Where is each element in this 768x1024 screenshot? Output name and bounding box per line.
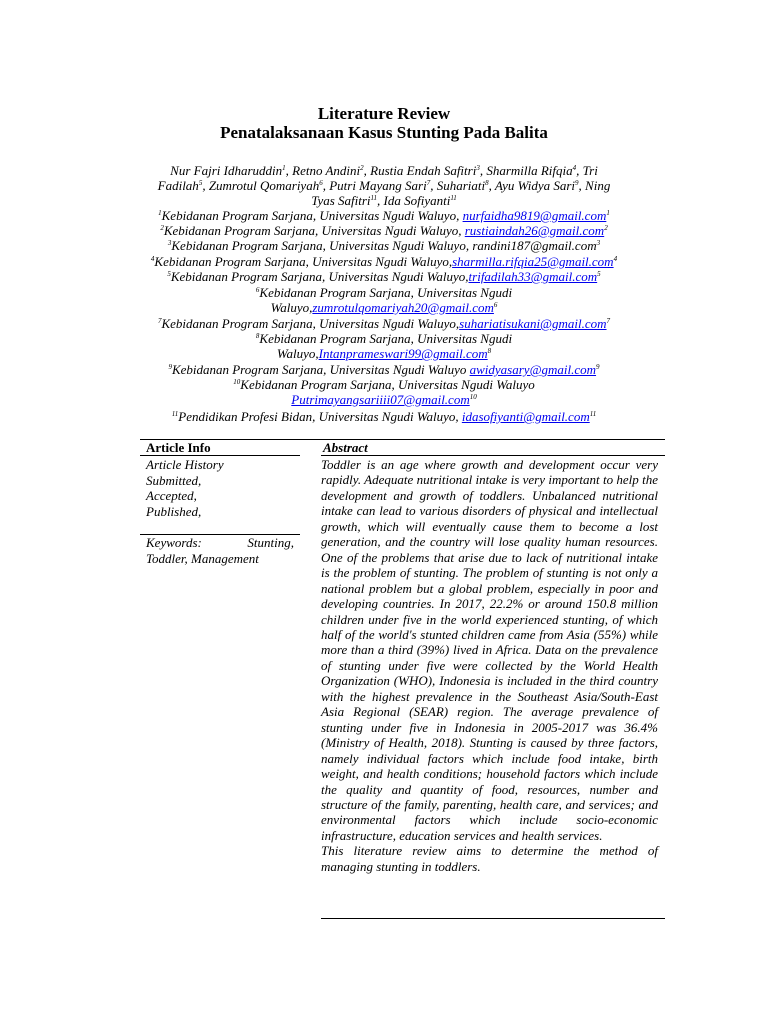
paper-title-line-2: Penatalaksanaan Kasus Stunting Pada Balita	[220, 123, 548, 142]
affiliation-2: $^2$Kebidanan Program Sarjana, Universitas Ngudi Waluyo, rustiaindah26@gmail.com$^2$	[160, 223, 608, 238]
author-name-part: Tri	[582, 163, 598, 178]
abstract-paragraph-1: Toddler is an age where growth and development occur very rapidly. Adequate nutritional intake is very important to help the development and growth of toddlers. Unbalanced nutritional intake can lead to various disorders of physical and intellectual growth, which will eventually cause them to become a lost generation, and the country will lose quality human resources. One of the problems that arise due to lack of nutritional intake is the problem of stunting. The problem of stunting is not only a national problem but a global problem, especially in poor and developing countries. In 2017, 22.2% or around 150.8 million children under five in the world experienced stunting, of which half of the world's stunted children came from Asia (55%) while more than a third (39%) lived in Africa. Data on the prevalence of stunting under five were collected by the World Health Organization (WHO), Indonesia is included in the third country with the highest prevalence in the Southeast Asia/South-East Asia Regional (SEAR) region. The average prevalence of stunting under five in Indonesia in 2005-2017 was 36.4% (Ministry of Health, 2018). Stunting is caused by three factors, namely individual factors which include food intake, birth weight, and health conditions; household factors which include the quality and quantity of food, resources, number and structure of the family, parenting, health care, and services; and environmental factors which include socio-economic infrastructure, education services and health services.	[321, 457, 658, 843]
author-name: Suhariati	[436, 178, 486, 193]
affiliation-5: $^5$Kebidanan Program Sarjana, Universitas Ngudi Waluyo,trifadilah33@gmail.com$^5$	[167, 269, 601, 284]
author-sup: 11	[450, 194, 457, 202]
author-list-line-1: Nur Fajri Idharuddin$^1$, Retno Andini$^2$, Rustia Endah Safitri$^3$, Sharmilla Rifqia$^4$, Tri	[170, 163, 598, 178]
affiliation-9: $^9$Kebidanan Program Sarjana, Universitas Ngudi Waluyo awidyasary@gmail.com$^9$	[168, 362, 600, 377]
email-link[interactable]: Intanprameswari99@gmail.com	[318, 346, 488, 361]
accepted-label: Accepted,	[146, 488, 197, 503]
author-name-part: Tyas Safitri	[311, 193, 371, 208]
affiliation-3: $^3$Kebidanan Program Sarjana, Universitas Ngudi Waluyo, randini187@gmail.com$^3$	[167, 238, 601, 253]
author-name-part: Ning	[585, 178, 611, 193]
email-link[interactable]: sharmilla.rifqia25@gmail.com	[452, 254, 614, 269]
abstract-header: Abstract	[323, 440, 368, 455]
author-name: Ayu Widya Sari	[494, 178, 576, 193]
author-name: Putri Mayang Sari	[329, 178, 427, 193]
affiliation-11: $^{11}$Pendidikan Profesi Bidan, Universitas Ngudi Waluyo, idasofiyanti@gmail.com$^{11}$	[171, 409, 597, 424]
keywords	[146, 535, 294, 566]
author-name: Sharmilla Rifqia	[486, 163, 573, 178]
author-sup: 4	[572, 164, 577, 172]
affiliation-8-line-2: Waluyo,Intanprameswari99@gmail.com$^8$	[276, 346, 492, 361]
author-name: Nur Fajri Idharuddin	[170, 163, 283, 178]
article-history	[146, 457, 296, 519]
keyword-toddler-management: Toddler, Management	[146, 550, 259, 566]
email-link[interactable]: suhariatisukani@gmail.com	[459, 316, 607, 331]
author-list-line-2: Fadilah$^5$, Zumrotul Qomariyah$^6$, Putri Mayang Sari$^7$, Suhariati$^8$, Ayu Widya Sari$^9$, Ning	[157, 178, 611, 193]
affiliation-6-line-1: $^6$Kebidanan Program Sarjana, Universitas Ngudi	[255, 285, 513, 300]
affiliation-10-line-1: $^{10}$Kebidanan Program Sarjana, Universitas Ngudi Waluyo	[233, 377, 535, 392]
author-sup: 5	[198, 179, 203, 187]
email-link[interactable]: zumrotulqomariyah20@gmail.com	[312, 300, 494, 315]
table-top-rule	[140, 439, 665, 440]
abstract-paragraph-2: This literature review aims to determine the method of managing stunting in toddlers.	[321, 843, 658, 874]
author-list-line-3: Tyas Safitri$^{11}$, Ida Sofiyanti$^{11}$	[311, 193, 457, 208]
author-sup: 1	[282, 164, 286, 172]
author-sup: 6	[319, 179, 323, 187]
author-sup: 11	[370, 194, 378, 202]
affiliation-4: $^4$Kebidanan Program Sarjana, Universitas Ngudi Waluyo,sharmilla.rifqia25@gmail.com$^4$	[150, 254, 618, 269]
author-name: Ida Sofiyanti	[383, 193, 451, 208]
email-link[interactable]: Putrimayangsariiii07@gmail.com	[291, 392, 470, 407]
affiliation-8-line-1: $^8$Kebidanan Program Sarjana, Universitas Ngudi	[255, 331, 513, 346]
author-name: Zumrotul Qomariyah	[208, 178, 320, 193]
affiliation-1: $^1$Kebidanan Program Sarjana, Universitas Ngudi Waluyo, nurfaidha9819@gmail.com$^1$	[158, 208, 610, 223]
article-info-header-rule	[140, 455, 300, 456]
author-name: Retno Andini	[292, 163, 361, 178]
keywords-label: Keywords:	[146, 535, 202, 550]
submitted-label: Submitted,	[146, 472, 202, 488]
abstract-body	[321, 457, 658, 874]
abstract-header-rule	[321, 455, 665, 456]
email-link[interactable]: rustiaindah26@gmail.com	[464, 223, 605, 238]
affiliation-7: $^7$Kebidanan Program Sarjana, Universitas Ngudi Waluyo,suhariatisukani@gmail.com$^7$	[157, 316, 611, 331]
article-info-header: Article Info	[146, 440, 211, 455]
paper-title-line-1: Literature Review	[317, 104, 451, 123]
affiliation-6-line-2: Waluyo,zumrotulqomariyah20@gmail.com$^6$	[270, 300, 498, 315]
author-sup: 9	[575, 179, 579, 187]
author-sup: 3	[476, 164, 480, 172]
author-sup: 8	[485, 179, 489, 187]
affiliation-10-line-2: Putrimayangsariiii07@gmail.com$^{10}$	[291, 392, 477, 407]
author-name-part: Fadilah	[157, 178, 199, 193]
keyword-stunting: Stunting,	[247, 535, 294, 550]
email-link[interactable]: trifadilah33@gmail.com	[468, 269, 598, 284]
author-sup: 7	[426, 179, 431, 187]
email-link[interactable]: awidyasary@gmail.com	[469, 362, 597, 377]
published-label: Published,	[146, 503, 202, 519]
article-history-label: Article History	[146, 457, 224, 472]
table-bottom-rule	[321, 918, 665, 919]
author-name: Rustia Endah Safitri	[370, 163, 477, 178]
email-link[interactable]: idasofiyanti@gmail.com	[461, 409, 590, 424]
email-link[interactable]: nurfaidha9819@gmail.com	[462, 208, 607, 223]
author-sup: 2	[360, 164, 364, 172]
